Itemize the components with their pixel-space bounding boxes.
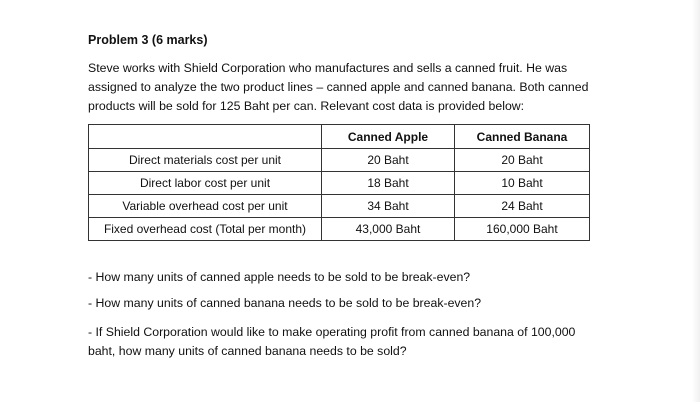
row-label: Direct materials cost per unit	[89, 149, 322, 172]
row-label: Direct labor cost per unit	[89, 172, 322, 195]
banana-value: 160,000 Baht	[455, 218, 590, 241]
apple-value: 20 Baht	[322, 149, 455, 172]
banana-value: 20 Baht	[455, 149, 590, 172]
intro-line: Steve works with Shield Corporation who manufactures and sells a canned fruit. He was	[88, 61, 568, 75]
intro-line: assigned to analyze the two product lines – canned apple and canned banana. Both canned	[88, 80, 589, 94]
table-header-canned-apple: Canned Apple	[322, 125, 455, 149]
table-header-empty	[89, 125, 322, 149]
question-2: - How many units of canned banana needs to be sold to be break-even?	[88, 296, 482, 310]
row-label: Variable overhead cost per unit	[89, 195, 322, 218]
apple-value: 34 Baht	[322, 195, 455, 218]
table-header-canned-banana: Canned Banana	[455, 125, 590, 149]
table-row	[89, 149, 590, 172]
table-row	[89, 218, 590, 241]
question-3	[88, 323, 575, 361]
intro-line: products will be sold for 125 Baht per can. Relevant cost data is provided below:	[88, 99, 525, 113]
problem-intro	[88, 59, 618, 116]
question-1: - How many units of canned apple needs to be sold to be break-even?	[88, 270, 471, 284]
problem-title: Problem 3 (6 marks)	[88, 33, 208, 47]
cost-data-table	[88, 124, 590, 241]
table-row	[89, 195, 590, 218]
apple-value: 18 Baht	[322, 172, 455, 195]
banana-value: 10 Baht	[455, 172, 590, 195]
question-3-line: baht, how many units of canned banana needs to be sold?	[88, 344, 407, 358]
page-edge	[692, 0, 700, 402]
question-3-line: - If Shield Corporation would like to make operating profit from canned banana of 100,000	[88, 325, 576, 339]
table-header-row	[89, 125, 590, 149]
apple-value: 43,000 Baht	[322, 218, 455, 241]
row-label: Fixed overhead cost (Total per month)	[89, 218, 322, 241]
table-row	[89, 172, 590, 195]
banana-value: 24 Baht	[455, 195, 590, 218]
